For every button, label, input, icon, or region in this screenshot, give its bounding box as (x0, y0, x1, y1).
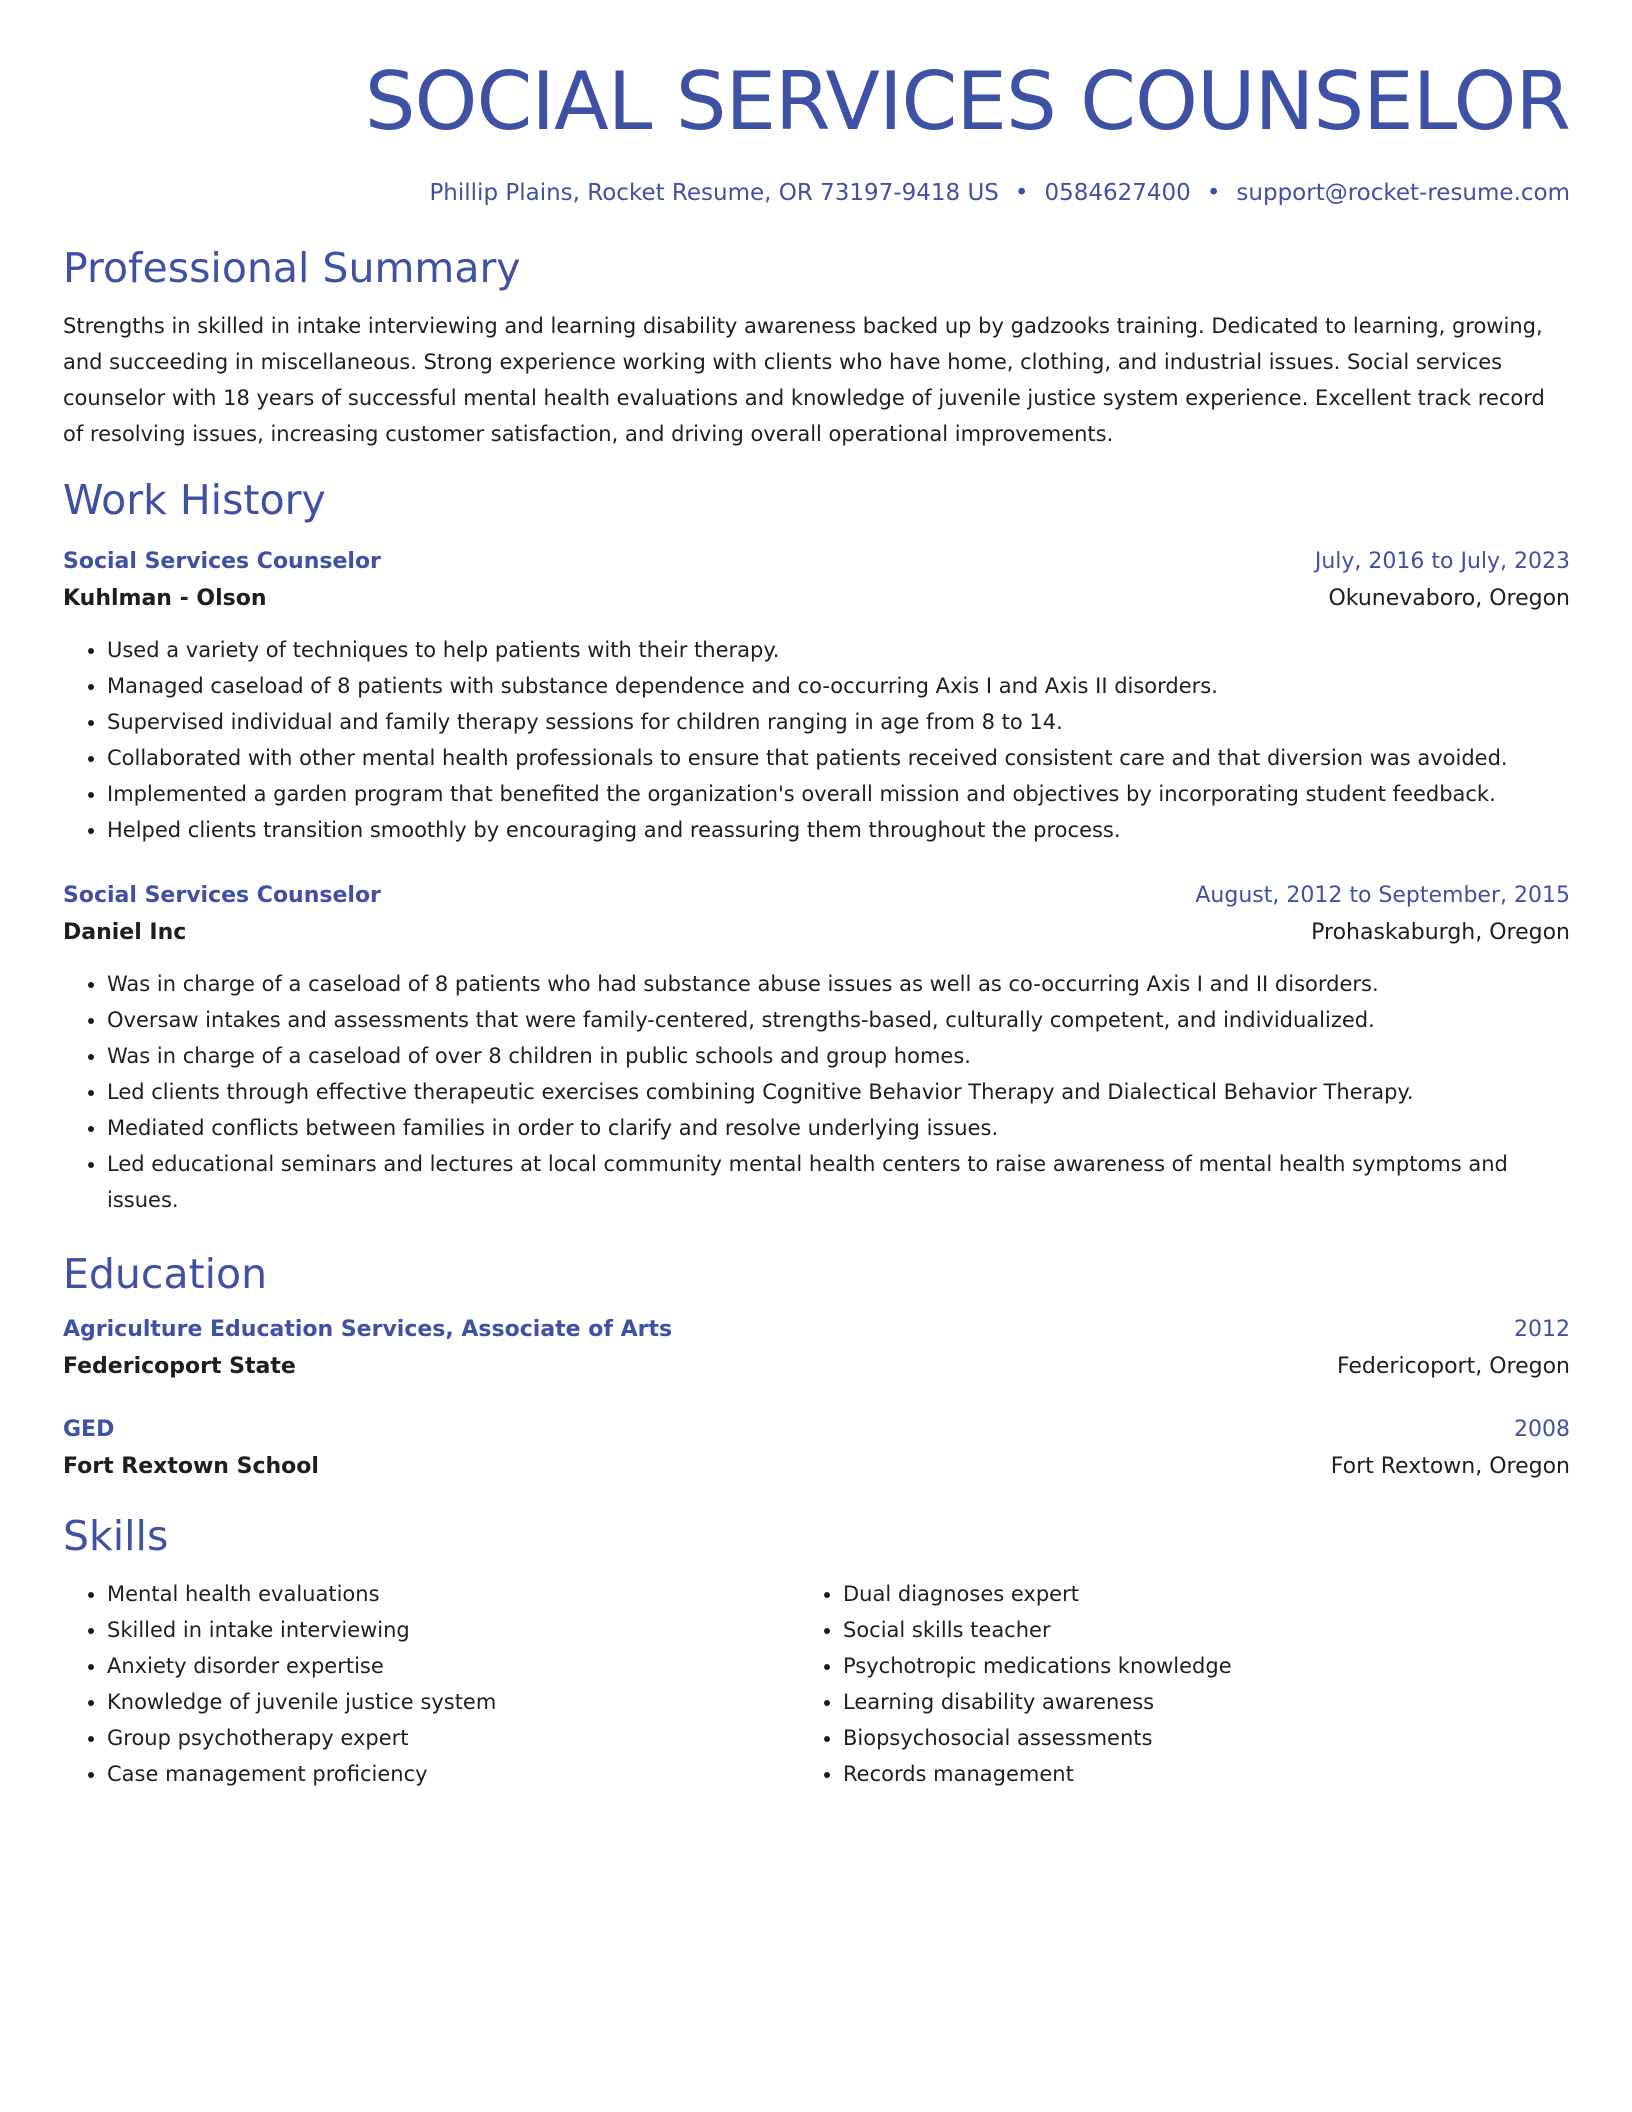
skill-item: • Psychotropic medications knowledge (843, 1648, 1535, 1684)
skill-item: • Dual diagnoses expert (843, 1576, 1535, 1612)
skill-item: • Social skills teacher (843, 1612, 1535, 1648)
contact-email: support@rocket-resume.com (1236, 180, 1570, 206)
job-entry (63, 878, 1570, 1218)
section-heading-skills: Skills (63, 1512, 169, 1560)
contact-phone: 0584627400 (1044, 180, 1191, 206)
list-item: • Was in charge of a caseload of over 8 children in public schools and group homes. (107, 1038, 1570, 1074)
list-item: • Managed caseload of 8 patients with substance dependence and co-occurring Axis I and Axis II disorders. (107, 668, 1570, 704)
list-item: • Oversaw intakes and assessments that were family-centered, strengths-based, culturally competent, and individualized. (107, 1002, 1570, 1038)
education-degree: Agriculture Education Services, Associate of Arts (63, 1317, 673, 1342)
skill-item: • Group psychotherapy expert (107, 1720, 799, 1756)
list-item: • Helped clients transition smoothly by encouraging and reassuring them throughout the process. (107, 812, 1570, 848)
contact-line (63, 178, 1570, 208)
resume-header (63, 52, 1570, 208)
education-degree: GED (63, 1417, 115, 1442)
section-heading-education: Education (63, 1250, 268, 1298)
page-title: SOCIAL SERVICES COUNSELOR (364, 55, 1570, 148)
skill-item: • Biopsychosocial assessments (843, 1720, 1535, 1756)
list-item: • Implemented a garden program that benefited the organization's overall mission and objectives by incorporating student feedback. (107, 776, 1570, 812)
skill-item: • Records management (843, 1756, 1535, 1792)
list-item: • Mediated conflicts between families in order to clarify and resolve underlying issues. (107, 1110, 1570, 1146)
skills-grid (63, 1576, 1570, 1792)
education-year: 2008 (1514, 1417, 1570, 1442)
job-dates: July, 2016 to July, 2023 (1314, 549, 1570, 574)
list-item: • Collaborated with other mental health professionals to ensure that patients received consistent care and that diversion was avoided. (107, 740, 1570, 776)
education-entry (63, 1312, 1570, 1386)
skills-list-right (799, 1576, 1535, 1792)
job-duties-list (63, 966, 1570, 1218)
list-item: • Led educational seminars and lectures at local community mental health centers to raise awareness of mental health symptoms and issues. (107, 1146, 1570, 1218)
job-duties-list (63, 632, 1570, 848)
skill-item: • Skilled in intake interviewing (107, 1612, 799, 1648)
skill-item: • Learning disability awareness (843, 1684, 1535, 1720)
work-history-section (63, 474, 1570, 1218)
list-item: • Led clients through effective therapeutic exercises combining Cognitive Behavior Therapy and Dialectical Behavior Therapy. (107, 1074, 1570, 1110)
education-school: Fort Rextown School (63, 1454, 319, 1479)
list-item: • Was in charge of a caseload of 8 patients who had substance abuse issues as well as co-occurring Axis I and II disorders. (107, 966, 1570, 1002)
skills-section (63, 1510, 1570, 1792)
contact-separator: • (1206, 180, 1221, 206)
skill-item: • Case management proficiency (107, 1756, 799, 1792)
job-title: Social Services Counselor (63, 883, 381, 908)
job-entry (63, 544, 1570, 848)
skill-item: • Mental health evaluations (107, 1576, 799, 1612)
skill-item: • Anxiety disorder expertise (107, 1648, 799, 1684)
education-school: Federicoport State (63, 1354, 296, 1379)
job-company: Daniel Inc (63, 920, 187, 945)
education-entry (63, 1412, 1570, 1486)
education-section (63, 1248, 1570, 1486)
contact-address: Phillip Plains, Rocket Resume, OR 73197-9418 US (429, 180, 999, 206)
education-year: 2012 (1514, 1317, 1570, 1342)
section-heading-summary: Professional Summary (63, 244, 521, 292)
job-location: Prohaskaburgh, Oregon (1311, 920, 1570, 945)
list-item: • Used a variety of techniques to help patients with their therapy. (107, 632, 1570, 668)
summary-text: Strengths in skilled in intake interviewing and learning disability awareness backed up by gadzooks training. Dedicated to learning, growing, and succeeding in miscellaneous. Strong experience working with clients who have home, clothing, and industrial issues. Social services counselor with 18 years of successful mental health evaluations and knowledge of juvenile justice system experience. Excellent track record of resolving issues, increasing customer satisfaction, and driving overall operational improvements. (63, 314, 1545, 446)
job-title: Social Services Counselor (63, 549, 381, 574)
education-location: Federicoport, Oregon (1336, 1354, 1570, 1379)
section-heading-work-history: Work History (63, 476, 326, 524)
skill-item: • Knowledge of juvenile justice system (107, 1684, 799, 1720)
education-location: Fort Rextown, Oregon (1330, 1454, 1570, 1479)
contact-separator: • (1014, 180, 1029, 206)
job-company: Kuhlman - Olson (63, 586, 267, 611)
summary-section (63, 242, 1570, 452)
job-location: Okunevaboro, Oregon (1328, 586, 1570, 611)
skills-list-left (63, 1576, 799, 1792)
list-item: • Supervised individual and family therapy sessions for children ranging in age from 8 to 14. (107, 704, 1570, 740)
job-dates: August, 2012 to September, 2015 (1195, 883, 1570, 908)
